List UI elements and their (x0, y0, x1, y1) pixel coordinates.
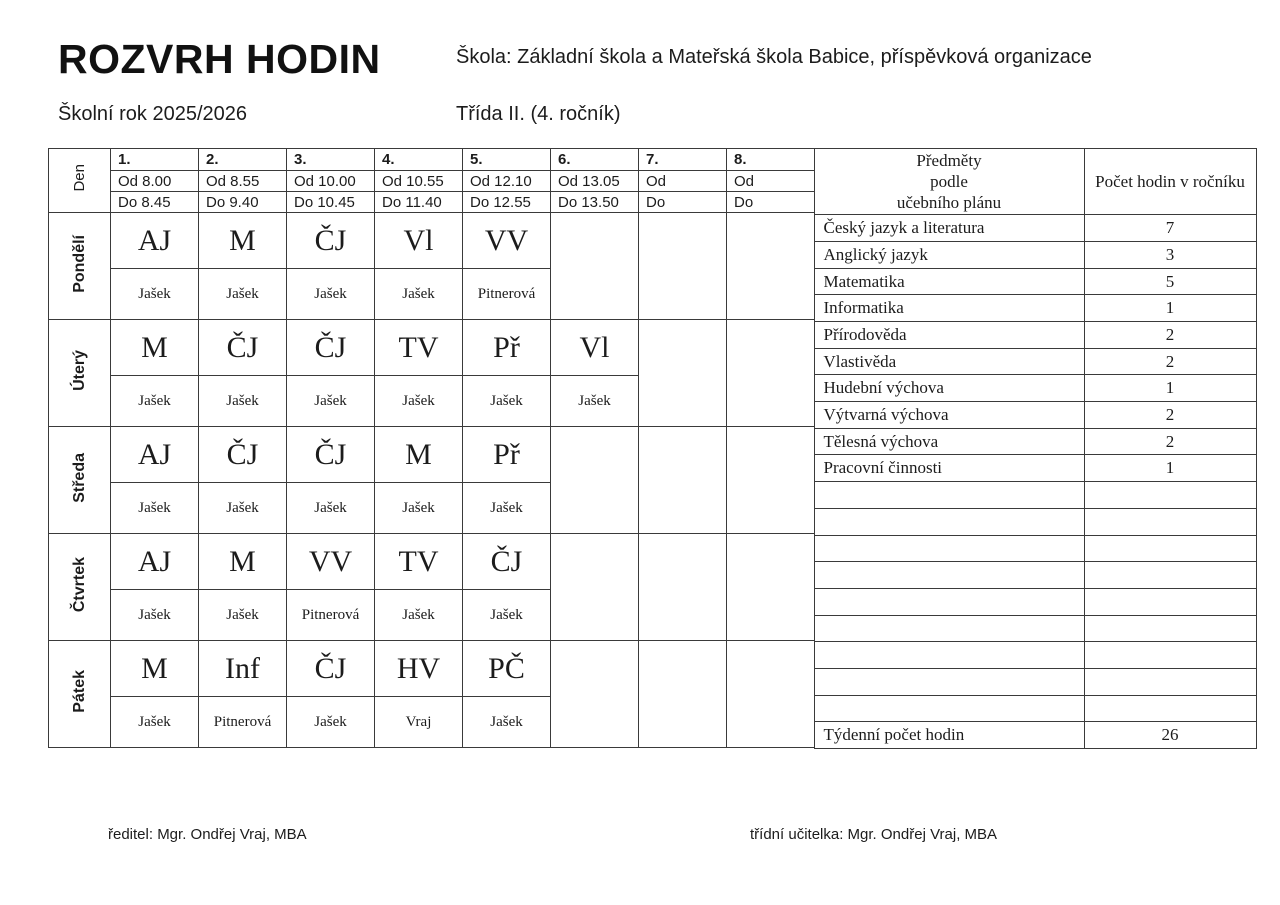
teacher-cell: Jašek (111, 697, 199, 748)
subject-hours (1084, 695, 1256, 722)
subject-cell: M (199, 213, 287, 269)
teacher-cell: Jašek (287, 483, 375, 534)
subject-row-empty (814, 562, 1256, 589)
teacher-cell: Jašek (375, 590, 463, 641)
subject-name (814, 562, 1084, 589)
subject-row-empty (814, 508, 1256, 535)
subject-row (814, 402, 1256, 429)
period-1-start: Od 8.00 (111, 171, 199, 192)
teacher-cell: Pitnerová (463, 269, 551, 320)
lesson-empty-cell (639, 427, 727, 534)
teacher-cell: Jašek (463, 483, 551, 534)
subject-hours: 2 (1084, 322, 1256, 349)
row-tuesday-subjects (49, 320, 815, 376)
subject-cell: TV (375, 534, 463, 590)
subject-name: Český jazyk a literatura (814, 215, 1084, 242)
subject-name (814, 482, 1084, 509)
row-thursday-subjects (49, 534, 815, 590)
day-label-friday-cell (49, 641, 111, 748)
teacher-cell: Pitnerová (199, 697, 287, 748)
lesson-empty-cell (727, 427, 815, 534)
period-5-number: 5. (463, 149, 551, 171)
teacher-cell: Jašek (287, 269, 375, 320)
subject-hours: 2 (1084, 348, 1256, 375)
day-label-thursday-cell (49, 534, 111, 641)
subject-name: Tělesná výchova (814, 428, 1084, 455)
subject-row (814, 348, 1256, 375)
subject-cell: ČJ (287, 213, 375, 269)
period-8-number: 8. (727, 149, 815, 171)
subject-hours: 2 (1084, 402, 1256, 429)
subject-row (814, 428, 1256, 455)
subject-cell: M (111, 641, 199, 697)
teacher-cell: Jašek (463, 376, 551, 427)
period-4-start: Od 10.55 (375, 171, 463, 192)
period-6-end: Do 13.50 (551, 192, 639, 213)
subject-cell: AJ (111, 213, 199, 269)
subject-row-empty (814, 588, 1256, 615)
subject-cell: M (111, 320, 199, 376)
subject-row-empty (814, 695, 1256, 722)
subject-cell: ČJ (287, 320, 375, 376)
subjects-table (814, 148, 1257, 749)
subject-name: Přírodověda (814, 322, 1084, 349)
teacher-cell: Jašek (111, 483, 199, 534)
subjects-column-header (814, 149, 1084, 215)
subject-cell: Př (463, 320, 551, 376)
period-2-number: 2. (199, 149, 287, 171)
subject-hours (1084, 615, 1256, 642)
subject-name: Matematika (814, 268, 1084, 295)
period-4-end: Do 11.40 (375, 192, 463, 213)
period-end-row (49, 192, 815, 213)
subject-hours: 5 (1084, 268, 1256, 295)
period-2-start: Od 8.55 (199, 171, 287, 192)
teacher-cell: Vraj (375, 697, 463, 748)
subjects-header-line2: podle (930, 172, 968, 192)
day-label-friday: Pátek (70, 670, 88, 713)
lesson-empty-cell (639, 320, 727, 427)
subject-hours: 3 (1084, 242, 1256, 269)
day-label-tuesday: Úterý (70, 350, 88, 391)
subject-cell: Inf (199, 641, 287, 697)
subject-row-empty (814, 615, 1256, 642)
subject-cell: M (375, 427, 463, 483)
day-label-wednesday-cell (49, 427, 111, 534)
teacher-cell: Pitnerová (287, 590, 375, 641)
period-6-number: 6. (551, 149, 639, 171)
lesson-empty-cell (639, 213, 727, 320)
period-7-end: Do (639, 192, 727, 213)
teacher-cell: Jašek (551, 376, 639, 427)
period-5-end: Do 12.55 (463, 192, 551, 213)
subject-name (814, 642, 1084, 669)
subject-cell: Vl (551, 320, 639, 376)
subject-name (814, 695, 1084, 722)
subject-cell: ČJ (199, 427, 287, 483)
teacher-cell: Jašek (111, 269, 199, 320)
subject-hours (1084, 508, 1256, 535)
subject-row (814, 375, 1256, 402)
day-column-header: Den (71, 164, 88, 192)
hours-column-header: Počet hodin v ročníku (1084, 149, 1256, 215)
subject-name (814, 668, 1084, 695)
lesson-empty-cell (639, 641, 727, 748)
period-3-number: 3. (287, 149, 375, 171)
teacher-cell: Jašek (199, 483, 287, 534)
subject-hours (1084, 642, 1256, 669)
lesson-empty-cell (551, 641, 639, 748)
lesson-empty-cell (727, 534, 815, 641)
subject-cell: Př (463, 427, 551, 483)
subject-hours: 1 (1084, 295, 1256, 322)
subject-hours: 1 (1084, 375, 1256, 402)
subject-row (814, 455, 1256, 482)
period-1-number: 1. (111, 149, 199, 171)
subject-row-empty (814, 482, 1256, 509)
period-7-number: 7. (639, 149, 727, 171)
class-name: Třída II. (4. ročník) (456, 103, 621, 125)
subject-hours: 7 (1084, 215, 1256, 242)
page-title: ROZVRH HODIN (58, 36, 381, 82)
class-teacher-signature-line: třídní učitelka: Mgr. Ondřej Vraj, MBA (750, 826, 998, 843)
subject-hours: 2 (1084, 428, 1256, 455)
subject-hours (1084, 588, 1256, 615)
day-label-monday-cell (49, 213, 111, 320)
subject-row (814, 242, 1256, 269)
subject-cell: AJ (111, 427, 199, 483)
lesson-empty-cell (639, 534, 727, 641)
subject-hours (1084, 562, 1256, 589)
subject-name (814, 615, 1084, 642)
lesson-empty-cell (727, 641, 815, 748)
day-label-thursday: Čtvrtek (70, 556, 88, 613)
subject-name (814, 535, 1084, 562)
period-number-row (49, 149, 815, 171)
row-friday-subjects (49, 641, 815, 697)
subject-name: Informatika (814, 295, 1084, 322)
period-8-end: Do (727, 192, 815, 213)
teacher-cell: Jašek (111, 376, 199, 427)
subject-row (814, 295, 1256, 322)
subject-hours: 1 (1084, 455, 1256, 482)
subject-cell: M (199, 534, 287, 590)
teacher-cell: Jašek (287, 697, 375, 748)
period-7-start: Od (639, 171, 727, 192)
subject-name (814, 588, 1084, 615)
subject-name: Pracovní činnosti (814, 455, 1084, 482)
teacher-cell: Jašek (287, 376, 375, 427)
timetable-area (48, 148, 1257, 749)
teacher-cell: Jašek (199, 590, 287, 641)
period-5-start: Od 12.10 (463, 171, 551, 192)
subject-name (814, 508, 1084, 535)
subject-hours (1084, 535, 1256, 562)
teacher-cell: Jašek (463, 697, 551, 748)
teacher-cell: Jašek (375, 483, 463, 534)
subject-cell: HV (375, 641, 463, 697)
period-2-end: Do 9.40 (199, 192, 287, 213)
subject-row-empty (814, 668, 1256, 695)
subject-cell: Vl (375, 213, 463, 269)
day-column-header-cell (49, 149, 111, 213)
subject-hours (1084, 482, 1256, 509)
principal-signature-line: ředitel: Mgr. Ondřej Vraj, MBA (108, 826, 307, 843)
day-label-monday: Pondělí (70, 234, 88, 293)
subject-row (814, 215, 1256, 242)
teacher-cell: Jašek (111, 590, 199, 641)
subject-row-empty (814, 642, 1256, 669)
teacher-cell: Jašek (463, 590, 551, 641)
subject-name: Výtvarná výchova (814, 402, 1084, 429)
school-name: Škola: Základní škola a Mateřská škola Babice, příspěvková organizace (456, 46, 1092, 68)
subject-cell: ČJ (463, 534, 551, 590)
lesson-empty-cell (727, 320, 815, 427)
subjects-header-line1: Předměty (916, 150, 982, 170)
teacher-cell: Jašek (199, 376, 287, 427)
subject-name: Vlastivěda (814, 348, 1084, 375)
subjects-header-line3: učebního plánu (896, 193, 1002, 213)
schedule-table (48, 148, 815, 748)
subject-cell: VV (463, 213, 551, 269)
subject-name: Anglický jazyk (814, 242, 1084, 269)
lesson-empty-cell (551, 213, 639, 320)
row-wednesday-subjects (49, 427, 815, 483)
period-start-row (49, 171, 815, 192)
subject-cell: ČJ (287, 427, 375, 483)
subject-cell: ČJ (287, 641, 375, 697)
day-label-tuesday-cell (49, 320, 111, 427)
subject-cell: TV (375, 320, 463, 376)
total-label: Týdenní počet hodin (814, 722, 1084, 749)
day-label-wednesday: Středa (70, 452, 88, 503)
total-row (814, 722, 1256, 749)
teacher-cell: Jašek (375, 269, 463, 320)
period-1-end: Do 8.45 (111, 192, 199, 213)
teacher-cell: Jašek (199, 269, 287, 320)
row-monday-subjects (49, 213, 815, 269)
total-hours: 26 (1084, 722, 1256, 749)
subject-row (814, 322, 1256, 349)
period-6-start: Od 13.05 (551, 171, 639, 192)
lesson-empty-cell (727, 213, 815, 320)
subject-name: Hudební výchova (814, 375, 1084, 402)
subject-cell: VV (287, 534, 375, 590)
subject-hours (1084, 668, 1256, 695)
period-3-end: Do 10.45 (287, 192, 375, 213)
subject-row (814, 268, 1256, 295)
subject-cell: PČ (463, 641, 551, 697)
school-year: Školní rok 2025/2026 (58, 103, 248, 125)
period-3-start: Od 10.00 (287, 171, 375, 192)
subject-cell: AJ (111, 534, 199, 590)
subject-cell: ČJ (199, 320, 287, 376)
lesson-empty-cell (551, 534, 639, 641)
teacher-cell: Jašek (375, 376, 463, 427)
subjects-header-row (814, 149, 1256, 215)
period-8-start: Od (727, 171, 815, 192)
subject-row-empty (814, 535, 1256, 562)
period-4-number: 4. (375, 149, 463, 171)
lesson-empty-cell (551, 427, 639, 534)
